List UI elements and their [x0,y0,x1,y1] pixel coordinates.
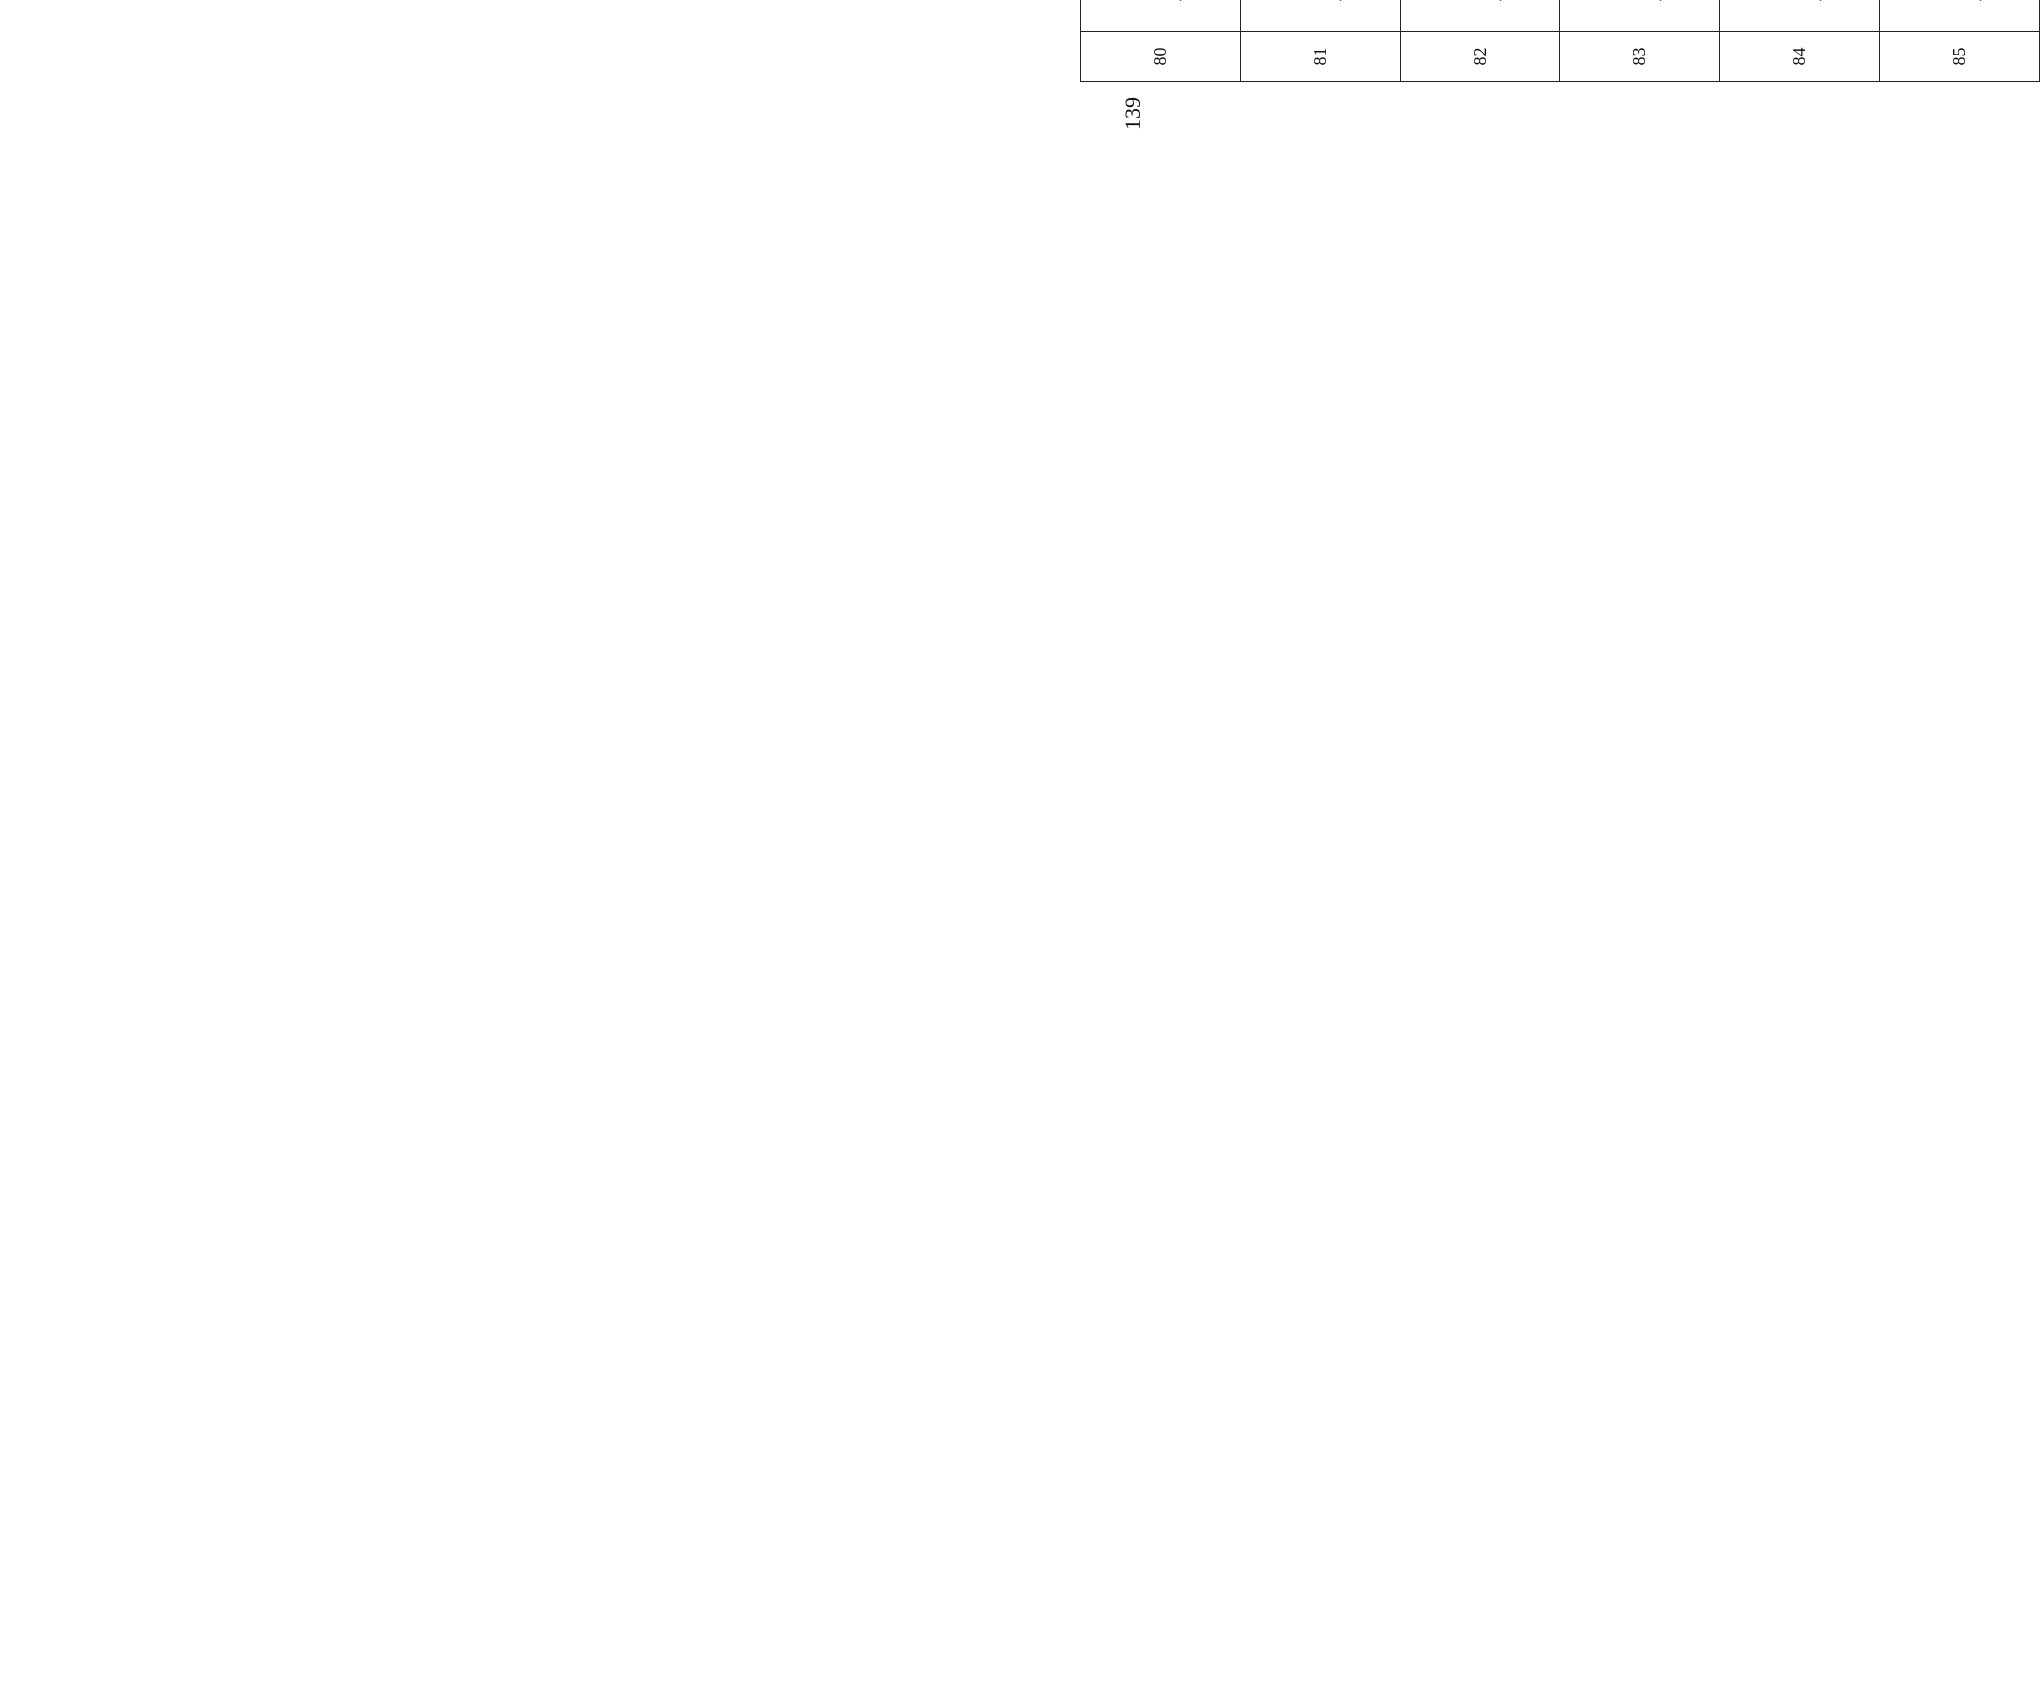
organization-name-line [1651,0,1668,2]
row-number: 80 [1081,32,1241,82]
table-row [1400,0,1560,82]
organization-name-line [1971,0,1988,2]
organization-name-line [1171,0,1188,2]
organization-name [1880,0,2040,32]
row-number: 85 [1880,32,2040,82]
table-row [1081,0,1241,82]
table-row [1880,0,2040,82]
organization-name-line [1811,0,1828,2]
organization-name [1240,0,1400,32]
table-row [1240,0,1400,82]
organization-name [1720,0,1880,32]
table-row [1560,0,1720,82]
row-number: 84 [1720,32,1880,82]
organization-name-line [1331,0,1348,2]
table-body [1081,0,2040,82]
organization-name [1400,0,1560,32]
equipment-table [1080,0,2040,82]
organization-name [1081,0,1241,32]
rotated-table-wrapper [1080,0,2040,82]
table-row [1720,0,1880,82]
row-number: 82 [1400,32,1560,82]
row-number: 81 [1240,32,1400,82]
organization-name-line [1491,0,1508,2]
row-number: 83 [1560,32,1720,82]
page-number: 139 [1120,97,1145,130]
organization-name [1560,0,1720,32]
